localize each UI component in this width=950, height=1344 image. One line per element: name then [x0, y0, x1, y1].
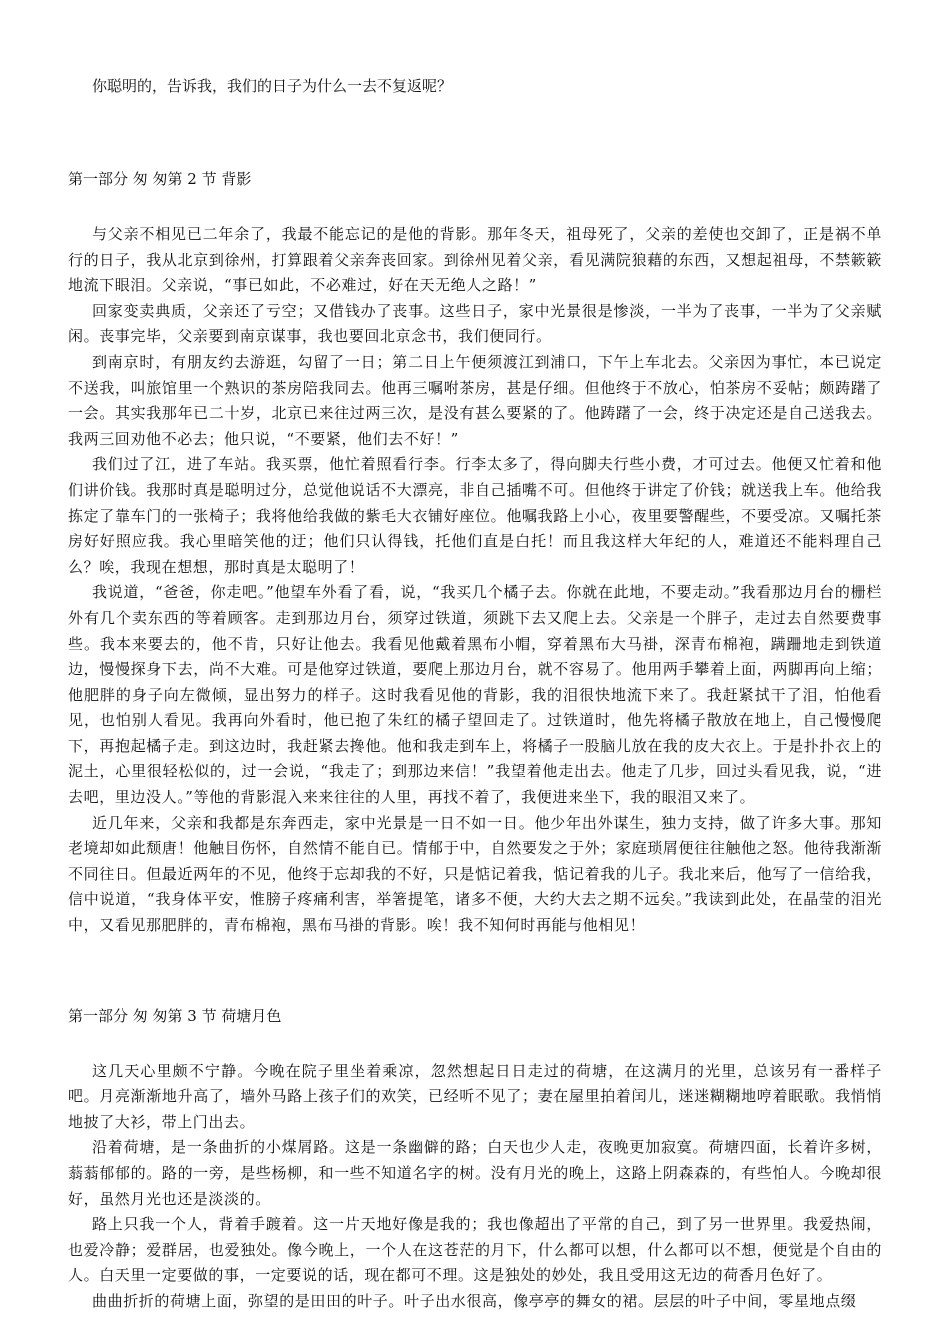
section-body-hetang [68, 1059, 882, 1315]
paragraph: 我说道，“爸爸，你走吧。”他望车外看了看，说，“我买几个橘子去。你就在此地，不要走动。”我看那边月台的栅栏外有几个卖东西的等着顾客。走到那边月台，须穿过铁道，须跳下去又爬上去。父亲是一个胖子，走过去自然要费事些。我本来要去的，他不肯，只好让他去。我看见他戴着黑布小帽，穿着黑布大马褂，深青布棉袍，蹒跚地走到铁道边，慢慢探身下去，尚不大难。可是他穿过铁道，要爬上那边月台，就不容易了。他用两手攀着上面，两脚再向上缩；他肥胖的身子向左微倾，显出努力的样子。这时我看见他的背影，我的泪很快地流下来了。我赶紧拭干了泪，怕他看见，也怕别人看见。我再向外看时，他已抱了朱红的橘子望回走了。过铁道时，他先将橘子散放在地上，自己慢慢爬下，再抱起橘子走。到这边时，我赶紧去搀他。他和我走到车上，将橘子一股脑儿放在我的皮大衣上。于是扑扑衣上的泥土，心里很轻松似的，过一会说，“我走了；到那边来信！”我望着他走出去。他走了几步，回过头看见我，说，“进去吧，里边没人。”等他的背影混入来来往往的人里，再找不着了，我便进来坐下，我的眼泪又来了。 [68, 583, 882, 807]
paragraph: 我们过了江，进了车站。我买票，他忙着照看行李。行李太多了，得向脚夫行些小费，才可过去。他便又忙着和他们讲价钱。我那时真是聪明过分，总觉他说话不大漂亮，非自己插嘴不可。但他终于讲定了价钱；就送我上车。他给我拣定了靠车门的一张椅子；我将他给我做的紫毛大衣铺好座位。他嘱我路上小心，夜里要警醒些，不要受凉。又嘱托茶房好好照应我。我心里暗笑他的迂；他们只认得钱，托他们直是白托！而且我这样大年纪的人，难道还不能料理自己么？唉，我现在想想，那时真是太聪明了！ [68, 455, 882, 576]
section-heading-beiying: 第一部分 匆 匆第 2 节 背影 [68, 170, 252, 188]
paragraph: 与父亲不相见已二年余了，我最不能忘记的是他的背影。那年冬天，祖母死了，父亲的差使也交卸了，正是祸不单行的日子，我从北京到徐州，打算跟着父亲奔丧回家。到徐州见着父亲，看见满院狼藉的东西，又想起祖母，不禁簌簌地流下眼泪。父亲说，“事已如此，不必难过，好在天无绝人之路！” [68, 225, 882, 295]
paragraph: 到南京时，有朋友约去游逛，勾留了一日；第二日上午便须渡江到浦口，下午上车北去。父亲因为事忙，本已说定不送我，叫旅馆里一个熟识的茶房陪我同去。他再三嘱咐茶房，甚是仔细。但他终于不放心，怕茶房不妥帖；颇踌躇了一会。其实我那年已二十岁，北京已来往过两三次，是没有甚么要紧的了。他踌躇了一会，终于决定还是自己送我去。我两三回劝他不必去；他只说，“不要紧，他们去不好！” [68, 352, 882, 448]
paragraph: 回家变卖典质，父亲还了亏空；又借钱办了丧事。这些日子，家中光景很是惨淡，一半为了丧事，一半为了父亲赋闲。丧事完毕，父亲要到南京谋事，我也要回北京念书，我们便同行。 [68, 301, 882, 346]
section-heading-hetang: 第一部分 匆 匆第 3 节 荷塘月色 [68, 1006, 282, 1025]
paragraph: 近几年来，父亲和我都是东奔西走，家中光景是一日不如一日。他少年出外谋生，独力支持，做了许多大事。那知老境却如此颓唐！他触目伤怀，自然情不能自已。情郁于中，自然要发之于外；家庭琐屑便往往触他之怒。他待我渐渐不同往日。但最近两年的不见，他终于忘却我的不好，只是惦记着我，惦记着我的儿子。我北来后，他写了一信给我，信中说道，“我身体平安，惟膀子疼痛利害，举箸提笔，诸多不便，大约大去之期不远矣。”我读到此处，在晶莹的泪光中，又看见那肥胖的，青布棉袍，黑布马褂的背影。唉！我不知何时再能与他相见！ [68, 813, 882, 935]
paragraph: 沿着荷塘，是一条曲折的小煤屑路。这是一条幽僻的路；白天也少人走，夜晚更加寂寞。荷塘四面，长着许多树，蓊蓊郁郁的。路的一旁，是些杨柳，和一些不知道名字的树。没有月光的晚上，这路上阴森森的，有些怕人。今晚却很好，虽然月光也还是淡淡的。 [68, 1138, 882, 1208]
paragraph: 这几天心里颇不宁静。今晚在院子里坐着乘凉，忽然想起日日走过的荷塘，在这满月的光里，总该另有一番样子吧。月亮渐渐地升高了，墙外马路上孩子们的欢笑，已经听不见了；妻在屋里拍着闰儿，迷迷糊糊地哼着眠歌。我悄悄地披了大衫，带上门出去。 [68, 1061, 882, 1131]
paragraph: 路上只我一个人，背着手踱着。这一片天地好像是我的；我也像超出了平常的自己，到了另一世界里。我爱热闹，也爱冷静；爱群居，也爱独处。像今晚上，一个人在这苍茫的月下，什么都可以想，什么都可以不想，便觉是个自由的人。白天里一定要做的事，一定要说的话，现在都可不理。这是独处的妙处，我且受用这无边的荷香月色好了。 [68, 1215, 882, 1285]
intro-line: 你聪明的，告诉我，我们的日子为什么一去不复返呢？ [92, 77, 453, 95]
paragraph: 曲曲折折的荷塘上面，弥望的是田田的叶子。叶子出水很高，像亭亭的舞女的裙。层层的叶子中间，零星地点缀 [92, 1291, 857, 1310]
section-body-beiying [68, 222, 882, 939]
